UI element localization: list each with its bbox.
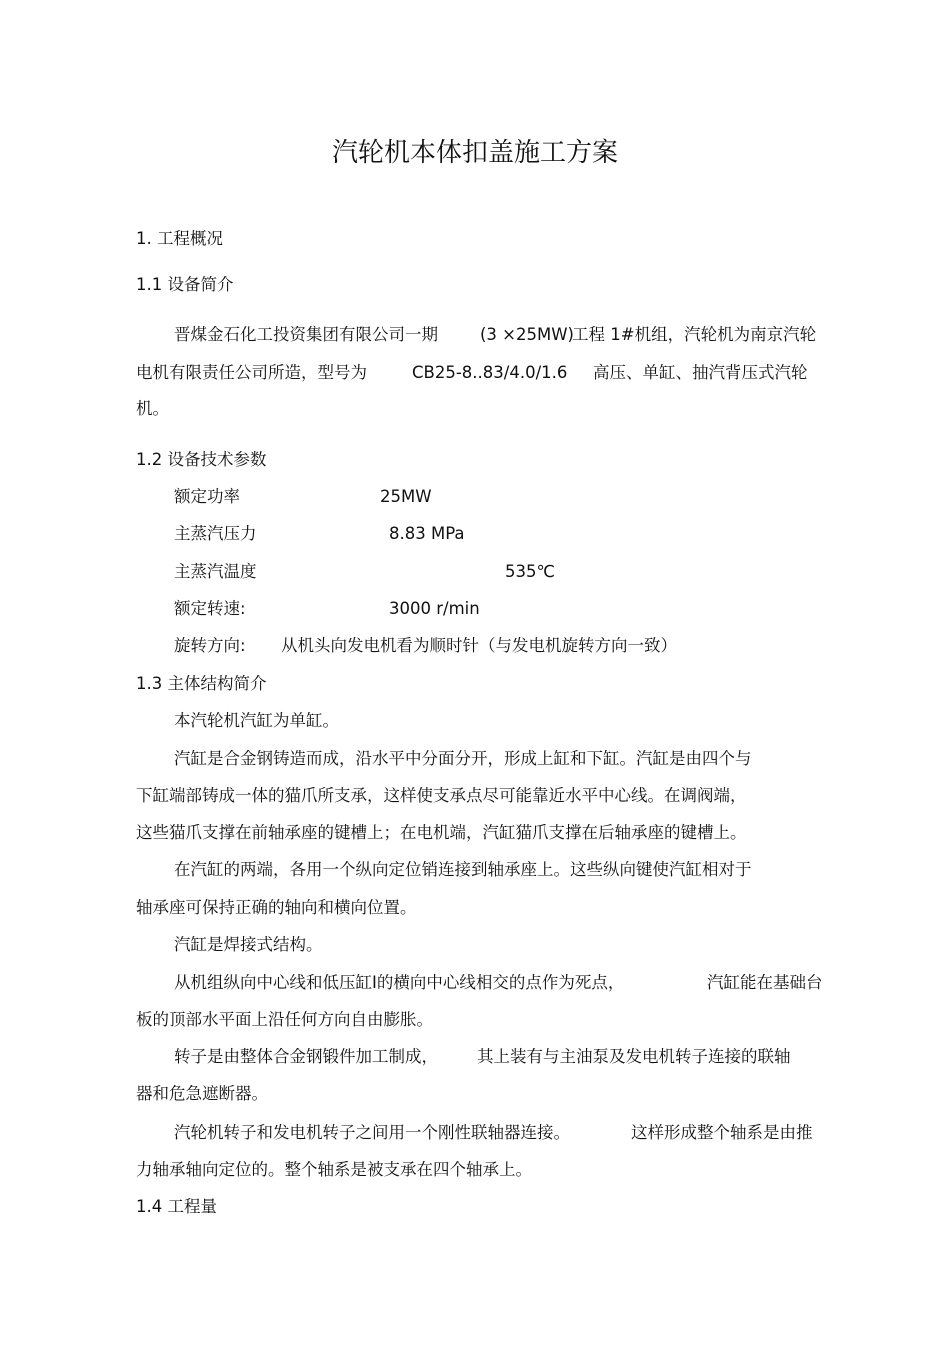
section-heading-1-1: 1.1 设备简介 bbox=[136, 275, 234, 294]
structure-p6-line1-a: 转子是由整体合金钢锻件加工制成， bbox=[174, 1047, 438, 1066]
structure-p7-line1-a: 汽轮机转子和发电机转子之间用一个刚性联轴器连接。 bbox=[174, 1123, 570, 1142]
intro-line3: 机。 bbox=[136, 399, 169, 418]
structure-p7-line1-b: 这样形成整个轴系是由推 bbox=[631, 1123, 813, 1142]
intro-line2-b: CB25-8..83/4.0/1.6 bbox=[412, 363, 568, 382]
structure-p6-line2: 器和危急遮断器。 bbox=[136, 1084, 268, 1103]
structure-p2-line1: 汽缸是合金钢铸造而成，沿水平中分面分开，形成上缸和下缸。汽缸是由四个与 bbox=[174, 749, 752, 768]
intro-line1-b: (3 ×25MW) bbox=[480, 325, 574, 344]
structure-p2-line3: 这些猫爪支撑在前轴承座的键槽上；在电机端，汽缸猫爪支撑在后轴承座的键槽上。 bbox=[136, 823, 747, 842]
structure-p7-line2: 力轴承轴向定位的。整个轴系是被支承在四个轴承上。 bbox=[136, 1160, 532, 1179]
section-heading-1-4: 1.4 工程量 bbox=[136, 1197, 217, 1216]
structure-p3-line1: 在汽缸的两端，各用一个纵向定位销连接到轴承座上。这些纵向键使汽缸相对于 bbox=[174, 860, 752, 879]
param-name-steam-temperature: 主蒸汽温度 bbox=[174, 562, 257, 581]
structure-p3-line2: 轴承座可保持正确的轴向和横向位置。 bbox=[136, 898, 417, 917]
param-name-rotation: 旋转方向: bbox=[174, 636, 246, 655]
structure-p5-line2: 板的顶部水平面上沿任何方向自由膨胀。 bbox=[136, 1010, 433, 1029]
param-value-rated-speed: 3000 r/min bbox=[389, 599, 480, 618]
param-value-rated-power: 25MW bbox=[380, 487, 432, 506]
param-name-steam-pressure: 主蒸汽压力 bbox=[174, 524, 257, 543]
param-name-rated-power: 额定功率 bbox=[174, 487, 240, 506]
intro-line1-a: 晋煤金石化工投资集团有限公司一期 bbox=[174, 325, 438, 344]
structure-p5-line1-a: 从机组纵向中心线和低压缸Ⅰ的横向中心线相交的点作为死点， bbox=[174, 973, 625, 992]
param-value-steam-pressure: 8.83 MPa bbox=[389, 524, 465, 543]
structure-p6-line1-b: 其上装有与主油泵及发电机转子连接的联轴 bbox=[477, 1047, 791, 1066]
structure-p4: 汽缸是焊接式结构。 bbox=[174, 935, 323, 954]
intro-line1-c: 工程 1#机组，汽轮机为南京汽轮 bbox=[572, 325, 817, 344]
structure-p2-line2: 下缸端部铸成一体的猫爪所支承，这样使支承点尽可能靠近水平中心线。在调阀端， bbox=[136, 786, 747, 805]
structure-p5-line1-b: 汽缸能在基础台 bbox=[707, 973, 823, 992]
param-value-steam-temperature: 535℃ bbox=[505, 562, 556, 581]
param-value-rotation: 从机头向发电机看为顺时针（与发电机旋转方向一致） bbox=[281, 636, 677, 655]
structure-p1: 本汽轮机汽缸为单缸。 bbox=[174, 711, 339, 730]
section-heading-1: 1. 工程概况 bbox=[136, 229, 223, 248]
intro-line2-c: 高压、单缸、抽汽背压式汽轮 bbox=[593, 363, 808, 382]
document-title: 汽轮机本体扣盖施工方案 bbox=[331, 138, 618, 168]
section-heading-1-2: 1.2 设备技术参数 bbox=[136, 450, 267, 469]
intro-line2-a: 电机有限责任公司所造，型号为 bbox=[136, 363, 367, 382]
param-name-rated-speed: 额定转速: bbox=[174, 599, 246, 618]
section-heading-1-3: 1.3 主体结构简介 bbox=[136, 674, 267, 693]
